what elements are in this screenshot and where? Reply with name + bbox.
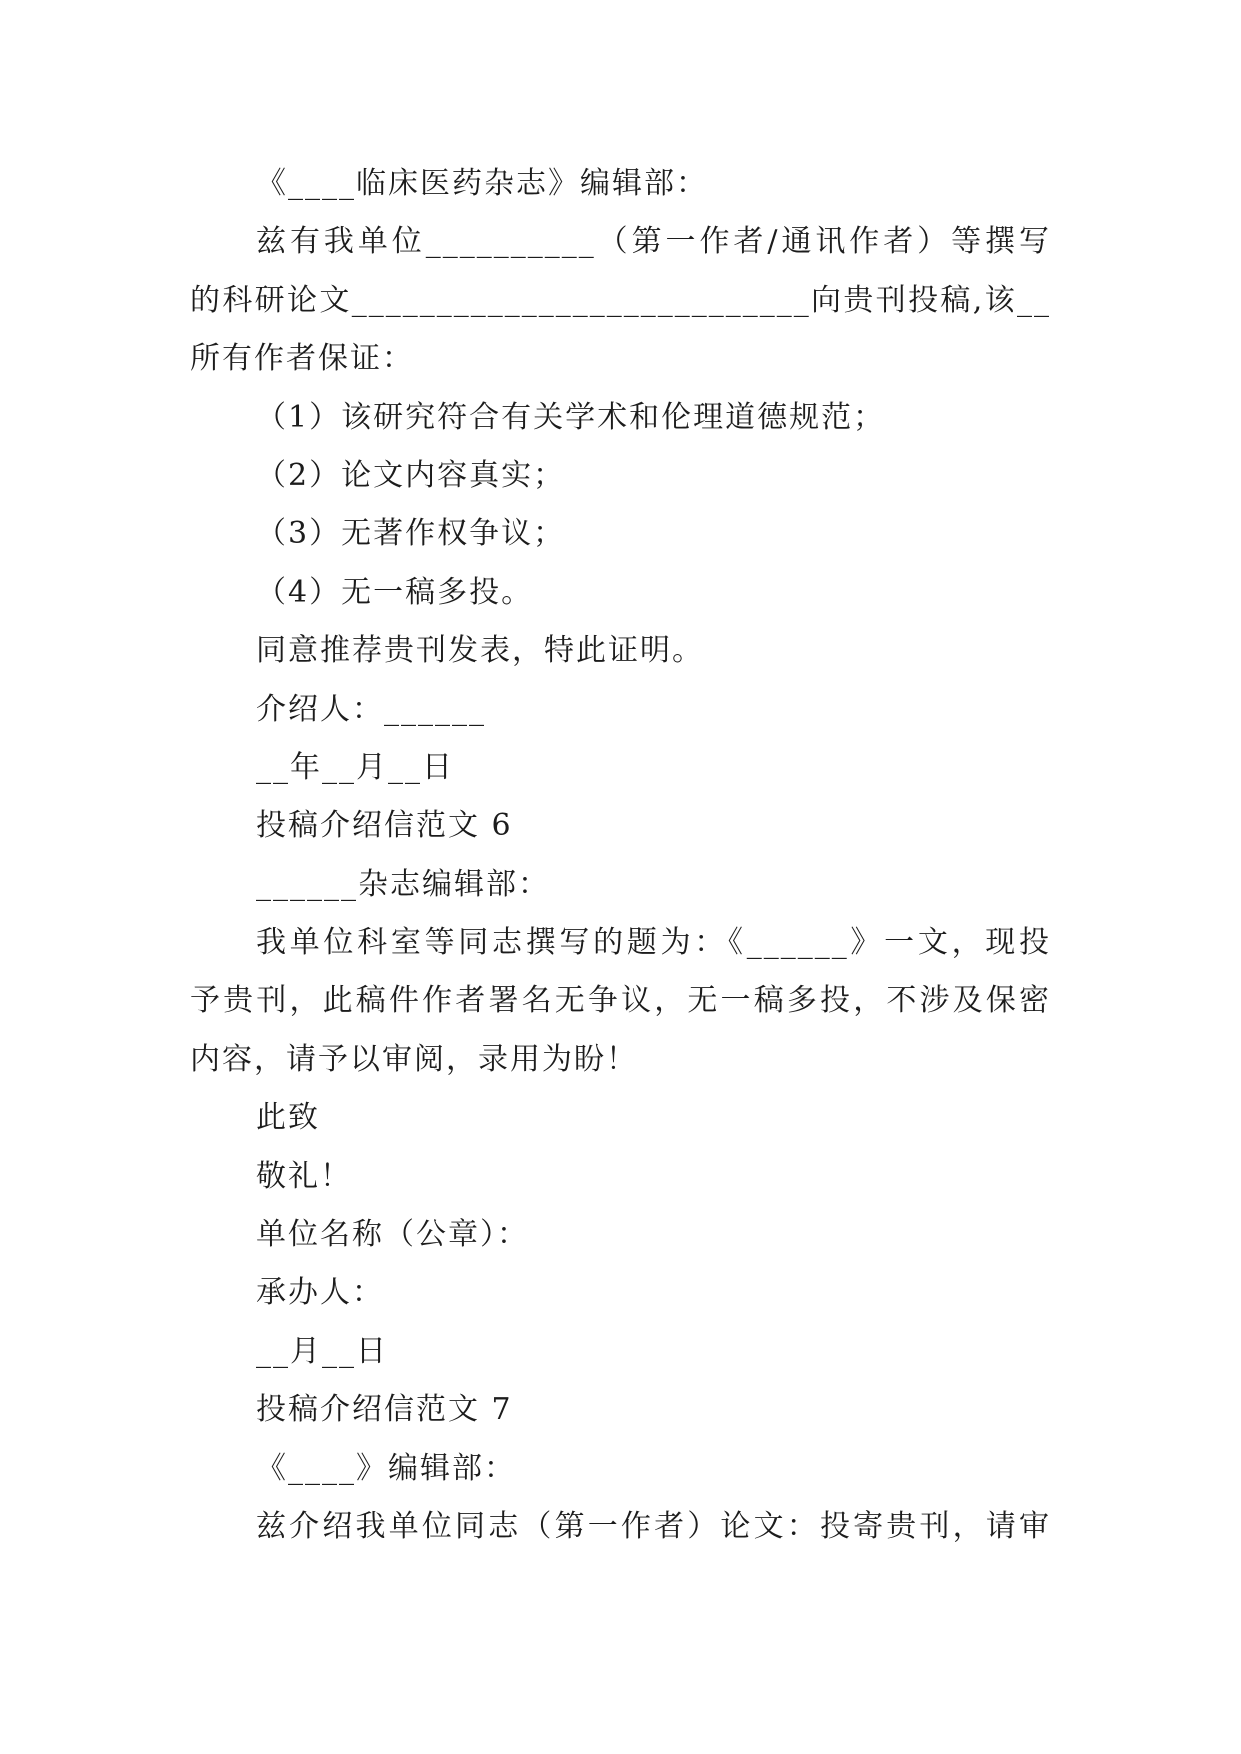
guarantee-item: （3）无著作权争议；	[256, 516, 566, 552]
unit-name-field: 单位名称（公章）：	[256, 1217, 529, 1253]
introducer-field: 介绍人：______	[256, 691, 486, 727]
letter-5-salutation: 《____临床医药杂志》编辑部：	[256, 166, 708, 201]
letter-5-body-line: 的科研论文___________________________向贵刊投稿,该__	[190, 282, 1051, 318]
letter-5-body-line: 所有作者保证：	[190, 341, 414, 377]
letter-5-body-line: 兹有我单位__________（第一作者/通讯作者）等撰写	[256, 224, 1051, 260]
letter-7-salutation: 《____》编辑部：	[256, 1450, 516, 1486]
guarantee-item: （4）无一稿多投。	[256, 574, 534, 610]
letter-5-closing: 同意推荐贵刊发表，特此证明。	[256, 633, 704, 669]
letter-6-date: __月__日	[256, 1333, 388, 1369]
letter-6-heading: 投稿介绍信范文 6	[256, 808, 513, 844]
letter-7-body-line: 兹介绍我单位同志（第一作者）论文：投寄贵刊，请审	[256, 1508, 1051, 1544]
letter-6-body-line: 内容，请予以审阅，录用为盼！	[190, 1041, 638, 1077]
letter-5-date: __年__月__日	[256, 749, 454, 785]
letter-6-body-line: 予贵刊，此稿件作者署名无争议，无一稿多投，不涉及保密	[190, 983, 1051, 1019]
letter-6-regards-closing: 敬礼！	[256, 1158, 352, 1194]
letter-6-salutation: ______杂志编辑部：	[256, 866, 550, 902]
guarantee-item: （1）该研究符合有关学术和伦理道德规范；	[256, 399, 886, 435]
letter-7-heading: 投稿介绍信范文 7	[256, 1392, 513, 1428]
letter-6-body-line: 我单位科室等同志撰写的题为：《______》一文，现投	[256, 925, 1051, 961]
letter-6-regards-opening: 此致	[256, 1100, 320, 1136]
handler-field: 承办人：	[256, 1275, 384, 1311]
guarantee-item: （2）论文内容真实；	[256, 457, 566, 493]
